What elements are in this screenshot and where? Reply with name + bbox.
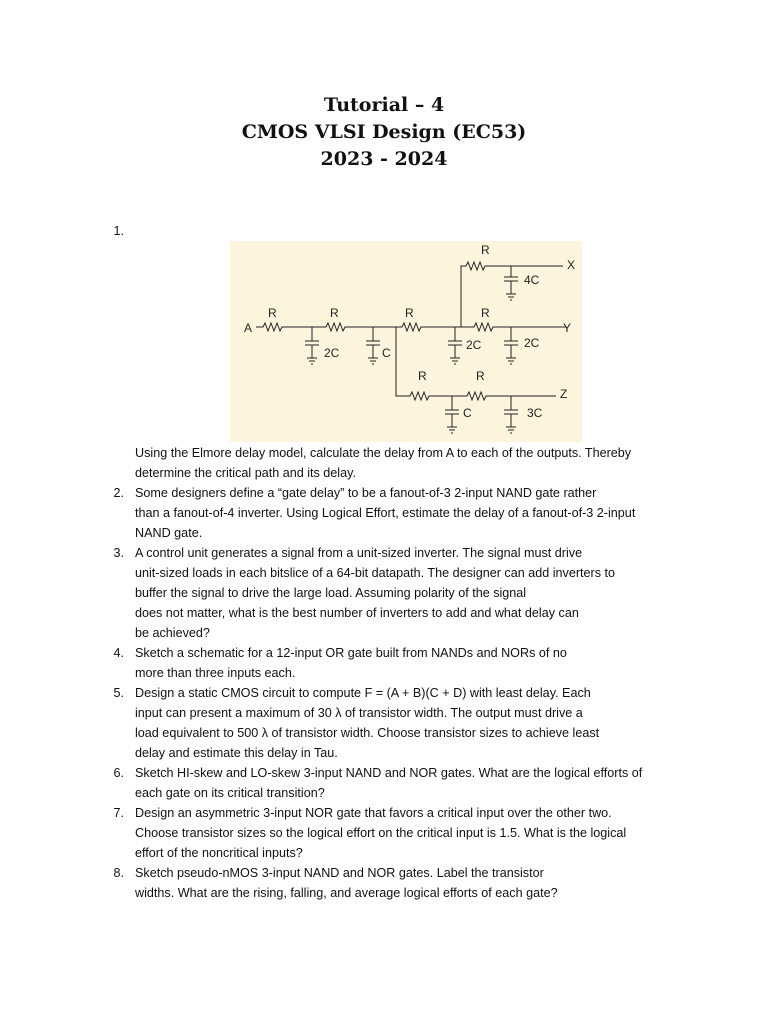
capacitor-label: 3C (527, 406, 543, 420)
capacitor-label: 2C (324, 346, 340, 360)
question-1-line: Using the Elmore delay model, calculate the delay from A to each of the outputs. Thereby (135, 446, 632, 460)
question-number-3: 3. (113, 546, 124, 560)
question-2-line: than a fanout-of-4 inverter. Using Logical Effort, estimate the delay of a fanout-of-3 2-input (135, 506, 636, 520)
question-5-line: Design a static CMOS circuit to compute F = (A + B)(C + D) with least delay. Each (135, 686, 591, 700)
question-4-line: more than three inputs each. (135, 666, 296, 680)
rc-tree-circuit (230, 241, 582, 442)
output-label-z: Z (560, 387, 568, 401)
resistor-label: R (476, 369, 485, 383)
resistor-label: R (330, 306, 339, 320)
capacitor-label: 2C (524, 336, 540, 350)
output-label-y: Y (563, 321, 572, 335)
question-number-4: 4. (113, 646, 124, 660)
capacitor-label: 2C (466, 338, 482, 352)
resistor-label: R (481, 306, 490, 320)
input-label-a: A (244, 321, 253, 335)
question-3-line: A control unit generates a signal from a unit-sized inverter. The signal must drive (135, 546, 583, 560)
capacitor-label: C (382, 346, 391, 360)
question-number-1: 1. (113, 224, 124, 238)
question-1-line: determine the critical path and its delay. (135, 466, 356, 480)
tutorial-heading: Tutorial – 4 (323, 94, 445, 116)
resistor-label: R (405, 306, 414, 320)
course-heading: CMOS VLSI Design (EC53) (241, 121, 527, 143)
question-5-line: input can present a maximum of 30 λ of transistor width. The output must drive a (135, 706, 583, 720)
year-heading: 2023 - 2024 (320, 148, 448, 170)
question-7-line: effort of the noncritical inputs? (135, 846, 303, 860)
question-2-line: Some designers define a “gate delay” to be a fanout-of-3 2-input NAND gate rather (135, 486, 597, 500)
capacitor-label: C (463, 406, 472, 420)
question-3-line: does not matter, what is the best number of inverters to add and what delay can (135, 606, 579, 620)
question-6-line: Sketch HI-skew and LO-skew 3-input NAND and NOR gates. What are the logical efforts of (135, 766, 643, 780)
output-label-x: X (567, 258, 576, 272)
question-number-7: 7. (113, 806, 124, 820)
question-7-line: Design an asymmetric 3-input NOR gate that favors a critical input over the other two. (135, 806, 612, 820)
question-7-line: Choose transistor sizes so the logical effort on the critical input is 1.5. What is the logical (135, 826, 627, 840)
question-3-line: buffer the signal to drive the large load. Assuming polarity of the signal (135, 586, 527, 600)
question-3-line: be achieved? (135, 626, 210, 640)
resistor-label: R (418, 369, 427, 383)
question-5-line: load equivalent to 500 λ of transistor width. Choose transistor sizes to achieve least (135, 726, 600, 740)
question-4-line: Sketch a schematic for a 12-input OR gate built from NANDs and NORs of no (135, 646, 567, 660)
question-number-2: 2. (113, 486, 124, 500)
question-8-line: Sketch pseudo-nMOS 3-input NAND and NOR gates. Label the transistor (135, 866, 544, 880)
question-6-line: each gate on its critical transition? (135, 786, 325, 800)
rc-tree-figure (230, 241, 582, 442)
resistor-label: R (268, 306, 277, 320)
question-3-line: unit-sized loads in each bitslice of a 64-bit datapath. The designer can add inverters to (135, 566, 616, 580)
question-2-line: NAND gate. (135, 526, 203, 540)
resistor-label: R (481, 243, 490, 257)
question-number-6: 6. (113, 766, 124, 780)
question-number-5: 5. (113, 686, 124, 700)
capacitor-label: 4C (524, 273, 540, 287)
document-title (0, 92, 768, 173)
question-8-line: widths. What are the rising, falling, and average logical efforts of each gate? (135, 886, 558, 900)
question-number-8: 8. (113, 866, 124, 880)
question-5-line: delay and estimate this delay in Tau. (135, 746, 338, 760)
